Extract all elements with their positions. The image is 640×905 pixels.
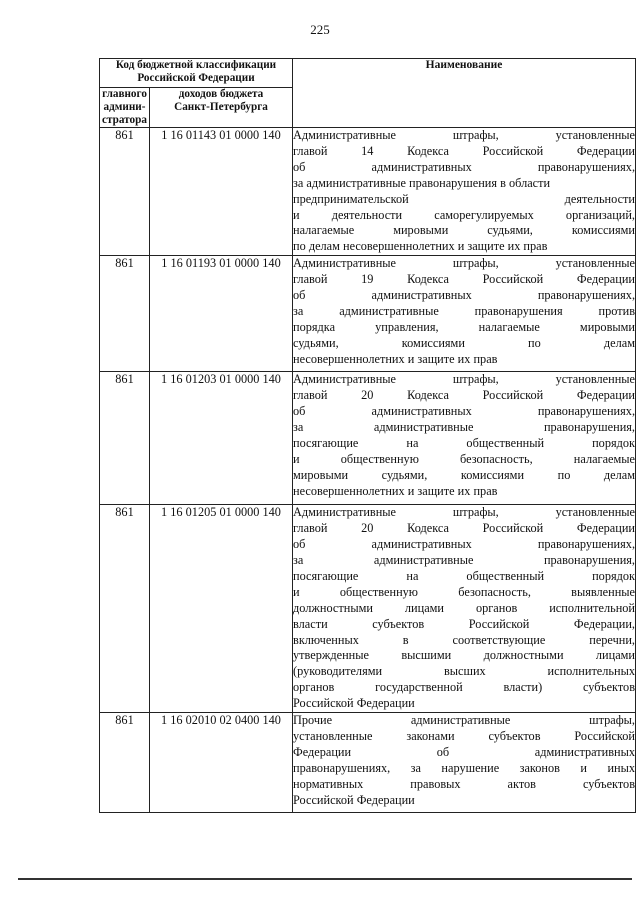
- header-main-administrator: главного админи- стратора: [100, 88, 150, 128]
- table-row: [100, 505, 636, 713]
- header-name: Наименование: [293, 59, 636, 128]
- income-code: 1 16 01143 01 0000 140: [150, 128, 293, 256]
- footer-rule: [18, 878, 632, 880]
- table-row: [100, 372, 636, 505]
- budget-classification-table: [99, 58, 636, 813]
- table-row: [100, 713, 636, 813]
- table-row: [100, 128, 636, 256]
- header-budget-income: доходов бюджета Санкт-Петербурга: [150, 88, 293, 128]
- row-name: Административные штрафы, установленные главой 14 Кодекса Российской Федерации об административных правонарушениях, за административные правонарушения в области предпринимательской деятельности и деятельности саморегулируемых организаций, налагаемые мировыми судьями, комиссиями по делам несовершеннолетних и защите их прав: [293, 128, 636, 256]
- row-name: Прочие административные штрафы, установленные законами субъектов Российской Федерации об административных правонарушениях, за нарушение законов и иных нормативных правовых актов субъектов Российской Федерации: [293, 713, 636, 813]
- admin-code: 861: [100, 505, 150, 713]
- admin-code: 861: [100, 256, 150, 372]
- table-row: [100, 256, 636, 372]
- row-name: Административные штрафы, установленные главой 20 Кодекса Российской Федерации об административных правонарушениях, за административные правонарушения, посягающие на общественный порядок и общественную безопасность, налагаемые мировыми судьями, комиссиями по делам несовершеннолетних и защите их прав: [293, 372, 636, 505]
- income-code: 1 16 01193 01 0000 140: [150, 256, 293, 372]
- row-name: Административные штрафы, установленные главой 20 Кодекса Российской Федерации об административных правонарушениях, за административные правонарушения, посягающие на общественный порядок и общественную безопасность, выявленные должностными лицами органов исполнительной власти субъектов Российской Федерации, включенных в соответствующие перечни, утвержденные высшими должностными лицами (руководителями высших исполнительных органов государственной власти) субъектов Российской Федерации: [293, 505, 636, 713]
- row-name: Административные штрафы, установленные главой 19 Кодекса Российской Федерации об административных правонарушениях, за административные правонарушения против порядка управления, налагаемые мировыми судьями, комиссиями по делам несовершеннолетних и защите их прав: [293, 256, 636, 372]
- page-number: 225: [310, 22, 330, 37]
- income-code: 1 16 01203 01 0000 140: [150, 372, 293, 505]
- header-classification-code: Код бюджетной классификации Российской Федерации: [100, 59, 293, 88]
- income-code: 1 16 01205 01 0000 140: [150, 505, 293, 713]
- income-code: 1 16 02010 02 0400 140: [150, 713, 293, 813]
- admin-code: 861: [100, 372, 150, 505]
- admin-code: 861: [100, 128, 150, 256]
- admin-code: 861: [100, 713, 150, 813]
